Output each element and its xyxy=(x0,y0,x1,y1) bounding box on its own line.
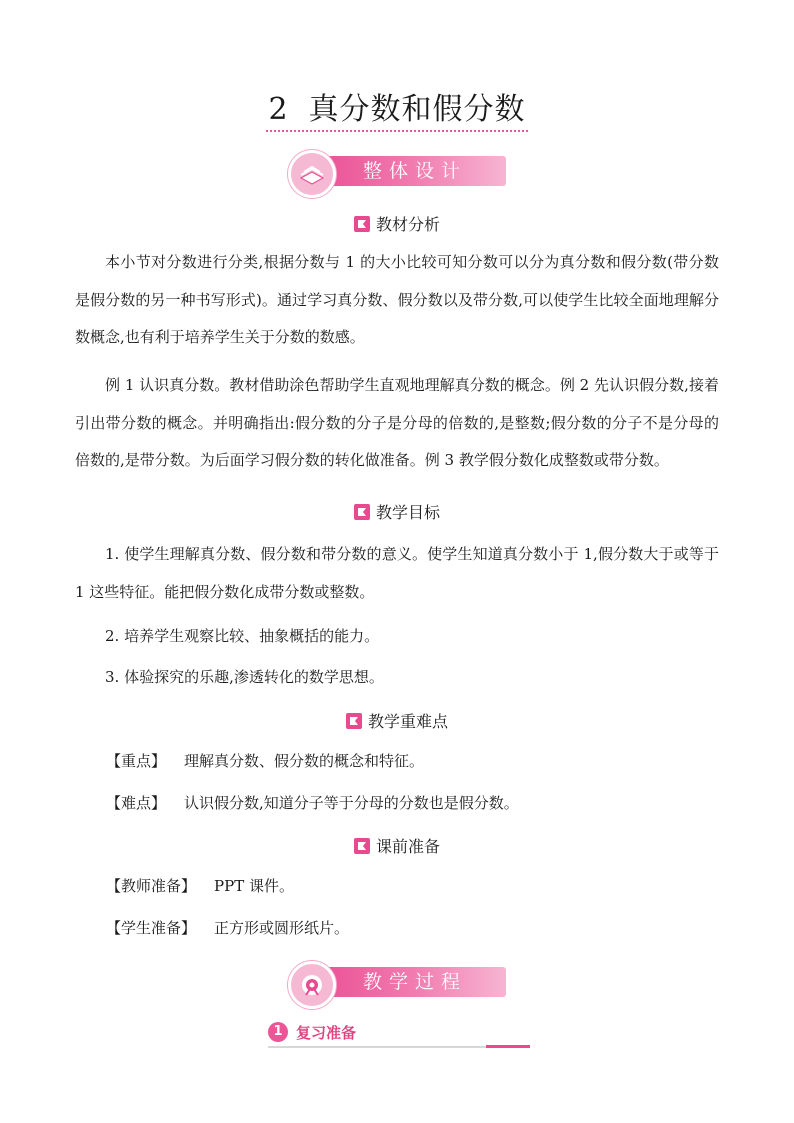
goal-item-1: 1. 使学生理解真分数、假分数和带分数的意义。使学生知道真分数小于 1,假分数大于或等于 1 这些特征。能把假分数化成带分数或整数。 xyxy=(75,545,719,601)
difficulty-text: 认识假分数,知道分子等于分母的分数也是假分数。 xyxy=(184,794,519,812)
student-prep-row xyxy=(106,918,349,938)
flag-icon xyxy=(346,713,362,729)
target-icon xyxy=(288,961,336,1009)
book-icon xyxy=(288,150,336,198)
teacher-prep-row xyxy=(106,876,294,896)
key-point-row xyxy=(106,751,424,771)
step-number: 1 xyxy=(268,1022,288,1042)
analysis-paragraph-2: 例 1 认识真分数。教材借助涂色帮助学生直观地理解真分数的概念。例 2 先认识假分数,接着引出带分数的概念。并明确指出:假分数的分子是分母的倍数的,是整数;假分数的分子不是分母的倍数的,是带分数。为后面学习假分数的转化做准备。例 3 教学假分数化成整数或带分数。 xyxy=(75,376,719,469)
flag-icon xyxy=(354,216,370,232)
banner-label: 整体设计 xyxy=(362,160,467,182)
teacher-prep-label: 【教师准备】 xyxy=(106,877,197,895)
section-heading-key-points xyxy=(0,709,794,732)
student-prep-text: 正方形或圆形纸片。 xyxy=(214,919,350,937)
difficulty-row xyxy=(106,793,519,813)
section-heading-text: 课前准备 xyxy=(375,837,440,856)
flag-icon xyxy=(354,504,370,520)
section-heading-text: 教学目标 xyxy=(375,503,440,522)
flag-icon xyxy=(354,838,370,854)
difficulty-label: 【难点】 xyxy=(106,794,167,812)
key-point-label: 【重点】 xyxy=(106,752,167,770)
title-wrap xyxy=(266,84,527,132)
title-number: 2 xyxy=(268,92,289,127)
page-title xyxy=(0,84,794,132)
goal-item-3: 3. 体验探究的乐趣,渗透转化的数学思想。 xyxy=(105,668,384,686)
analysis-paragraph-1: 本小节对分数进行分类,根据分数与 1 的大小比较可知分数可以分为真分数和假分数(带分数是假分数的另一种书写形式)。通过学习真分数、假分数以及带分数,可以使学生比较全面地理解分数概念,也有利于培养学生关于分数的数感。 xyxy=(75,253,719,346)
student-prep-label: 【学生准备】 xyxy=(106,919,197,937)
banner-teaching-process xyxy=(288,967,506,997)
section-heading-text: 教学重难点 xyxy=(367,712,448,731)
key-point-text: 理解真分数、假分数的概念和特征。 xyxy=(184,752,425,770)
step-heading-review xyxy=(268,1020,530,1048)
teacher-prep-text: PPT 课件。 xyxy=(214,877,294,895)
step-underline-accent xyxy=(486,1045,530,1048)
step-label: 复习准备 xyxy=(296,1024,357,1042)
section-heading-text: 教材分析 xyxy=(375,215,440,234)
goal-item-2: 2. 培养学生观察比较、抽象概括的能力。 xyxy=(105,627,380,645)
title-text: 真分数和假分数 xyxy=(308,92,526,127)
section-heading-analysis xyxy=(0,212,794,235)
banner-label: 教学过程 xyxy=(362,971,467,993)
banner-overall-design xyxy=(288,156,506,186)
section-heading-prep xyxy=(0,834,794,857)
section-heading-goals xyxy=(0,500,794,523)
